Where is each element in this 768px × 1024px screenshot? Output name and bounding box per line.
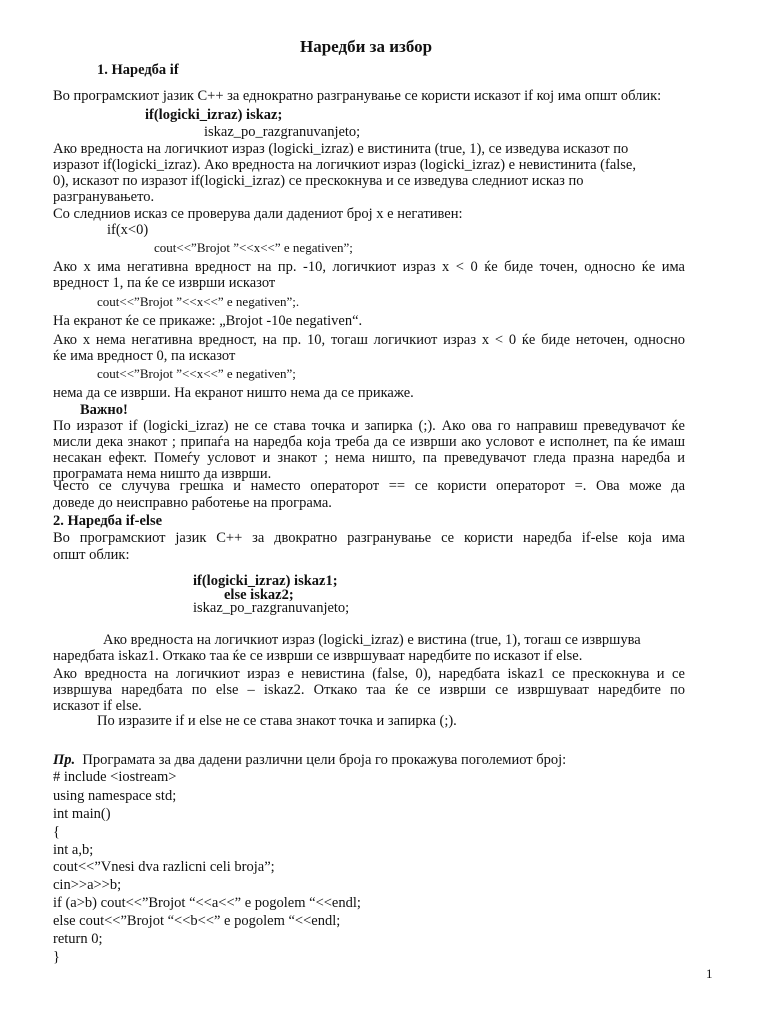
paragraph-line: мисли дека знакот ; припаѓа на наредба која треба да се изврши ако условот е исполнет, па ќе имаш (53, 434, 685, 450)
paragraph-line: наредбата iskaz1. Откако таа ќе се изврши се извршуваат наредбите по исказот if else. (53, 648, 583, 664)
paragraph-line: Ако x нема негативна вредност, на пр. 10, тогаш логичкиот израз x < 0 ќе биде неточен, односно (53, 332, 685, 348)
code-line: int a,b; (53, 842, 94, 858)
syntax-line: iskaz_po_razgranuvanjeto; (193, 600, 350, 616)
paragraph-line: вредност 1, па ќе се изврши исказот (53, 275, 276, 291)
paragraph-line: Ако вредноста на логичкиот израз (logicki_izraz) е вистина (true, 1), тогаш се извршува (103, 632, 641, 648)
page-number: 1 (706, 966, 713, 981)
important-label: Важно! (80, 402, 128, 418)
paragraph-line: разгранувањето. (53, 189, 155, 205)
example-text: Програмата за два дадени различни цели броја го прокажува поголемиот број: (82, 752, 567, 768)
code-line: cout<<”Vnesi dva razlicni celi broja”; (53, 859, 275, 875)
paragraph-line: По изразите if и else не се става знакот точка и запирка (;). (97, 713, 457, 729)
paragraph-line: програмата нема ништо да изврши. (53, 466, 272, 482)
code-line: { (53, 824, 60, 840)
paragraph-line: На екранот ќе се прикаже: „Brojot -10e negativen“. (53, 313, 363, 329)
paragraph-line: изразот if(logicki_izraz). Ако вредноста на логичкиот израз (logicki_izraz) е невистинита (false, (53, 157, 636, 173)
code-line: cout<<”Brojot ”<<x<<” e negativen”; (154, 240, 353, 255)
code-line: # include <iostream> (53, 769, 177, 785)
syntax-line: iskaz_po_razgranuvanjeto; (204, 124, 361, 140)
example-label: Пр. (53, 752, 76, 768)
paragraph-line: Во програмскиот јазик C++ за двократно разгранување се користи наредба if-else која има (53, 530, 685, 546)
paragraph-line: исказот if else. (53, 698, 142, 714)
paragraph-line: ќе има вредност 0, па исказот (53, 348, 236, 364)
paragraph-line: нема да се изврши. На екранот ништо нема да се прикаже. (53, 385, 414, 401)
syntax-line: else iskaz2; (224, 587, 294, 603)
code-line: cout<<”Brojot ”<<x<<” e negativen”; (97, 366, 296, 381)
page-title: Наредби за избор (300, 37, 433, 56)
code-line: return 0; (53, 931, 103, 947)
code-line: } (53, 949, 60, 965)
syntax-line: if(logicki_izraz) iskaz; (145, 107, 283, 123)
paragraph-line: Ако вредноста на логичкиот израз е невистина (false, 0), наредбата iskaz1 се прескокнува и се (53, 666, 685, 682)
section-heading: 2. Наредба if-else (53, 513, 163, 529)
code-line: cin>>a>>b; (53, 877, 122, 893)
syntax-line: if(logicki_izraz) iskaz1; (193, 573, 338, 589)
code-line: cout<<”Brojot ”<<x<<” e negativen”;. (97, 294, 300, 309)
code-line: else cout<<”Brojot “<<b<<” e pogolem “<<endl; (53, 913, 341, 929)
paragraph-line: Ако вредноста на логичкиот израз (logicki_izraz) е вистинита (true, 1), се изведува исказот по (53, 141, 629, 157)
paragraph-line: несакан ефект. Помеѓу условот и знакот ; нема ништо, па преведувачот гледа празна наредба и (53, 450, 685, 466)
example-line (53, 752, 566, 768)
paragraph-line: 0), исказот по изразот if(logicki_izraz) се прескокнува и се изведува следниот исказ по (53, 173, 584, 189)
paragraph-line: доведе до неисправно работење на програма. (53, 495, 332, 511)
section-heading: 1. Наредба if (97, 62, 179, 78)
code-line: if (a>b) cout<<”Brojot “<<a<<” e pogolem “<<endl; (53, 895, 361, 911)
paragraph-line: општ облик: (53, 547, 130, 563)
paragraph-line: извршува наредбата по else – iskaz2. Откако таа ќе се изврши се извршуваат наредбите по (53, 682, 685, 698)
paragraph-line: Во програмскиот јазик C++ за еднократно разгранување се користи исказот if кој има општ облик: (53, 88, 662, 104)
paragraph-line: Со следниов исказ се проверува дали дадениот број x е негативен: (53, 206, 463, 222)
code-line: if(x<0) (107, 222, 149, 238)
code-line: int main() (53, 806, 111, 822)
paragraph-line: Ако x има негативна вредност на пр. -10, логичкиот израз x < 0 ќе биде точен, односно ќе има (53, 259, 685, 275)
paragraph-line: Често се случува грешка и наместо операторот == се користи операторот =. Ова може да (53, 478, 685, 494)
paragraph-line: По изразот if (logicki_izraz) не се става точка и запирка (;). Ако ова го направиш преведувачот ќе (53, 418, 685, 434)
code-line: using namespace std; (53, 788, 177, 804)
